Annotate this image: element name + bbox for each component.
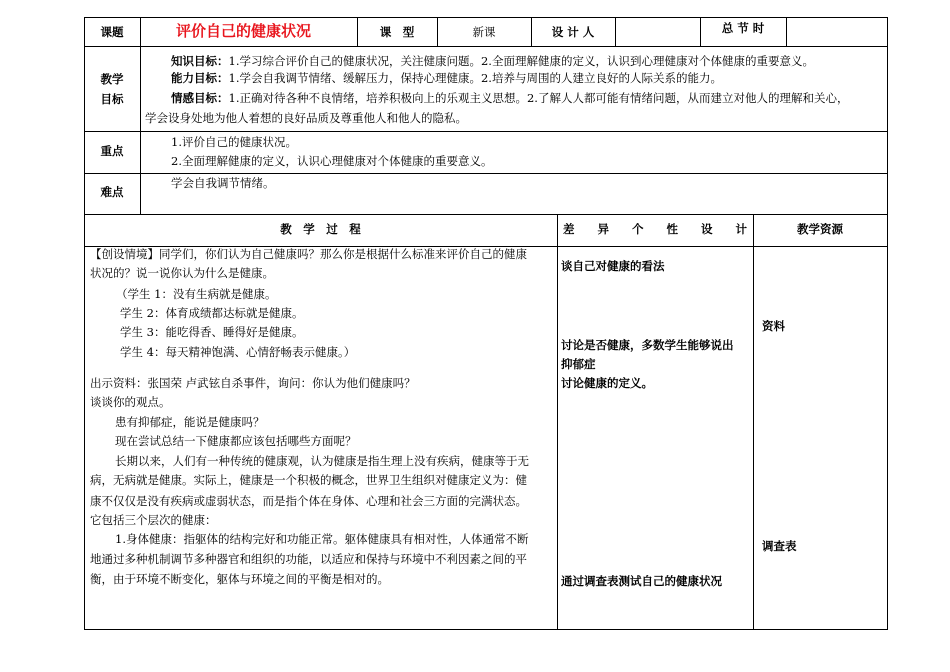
rule-header-7 <box>786 17 787 47</box>
rule-process-2 <box>753 214 754 630</box>
process-line: 谈谈你的观点。 <box>90 395 171 409</box>
period-label: 总 节 时 <box>721 21 765 35</box>
rule-header-5 <box>615 17 616 47</box>
process-line: 现在尝试总结一下健康都应该包括哪些方面呢？ <box>115 434 357 448</box>
process-line: 出示资料：张国荣 卢武铉自杀事件，询问：你认为他们健康吗？ <box>90 376 416 390</box>
process-line: 它包括三个层次的健康： <box>90 513 217 527</box>
process-line: 学生 2：体育成绩都达标就是健康。 <box>120 306 304 320</box>
rule-header-1 <box>140 17 141 214</box>
differentiation-item: 谈自己对健康的看法 <box>561 259 665 273</box>
emotion-objective <box>171 90 848 106</box>
knowledge-objective <box>171 53 814 69</box>
process-line: 康不仅仅是没有疾病或虚弱状态，而是指个体在身体、心理和社会三方面的完满状态。 <box>90 494 527 508</box>
rule-difficulties-bottom <box>84 214 888 215</box>
key-point-item: 1.评价自己的健康状况。 <box>171 135 297 149</box>
emotion-objective-text: 1.正确对待各种不良情绪，培养积极向上的乐观主义思想。2.了解人人都可能有情绪问题，从而建立对他人的理解和关心， <box>228 91 849 105</box>
rule-left <box>84 17 85 630</box>
rule-top <box>84 17 888 18</box>
resource-item: 调查表 <box>762 539 797 553</box>
differentiation-item: 讨论是否健康，多数学生能够说出 <box>561 338 734 352</box>
process-line: 病，无病就是健康。实际上，健康是一个积极的概念，世界卫生组织对健康定义为：健 <box>90 473 527 487</box>
process-line: 学生 4：每天精神饱满、心情舒畅表示健康。） <box>120 345 356 359</box>
resources-column-header: 教学资源 <box>797 222 843 236</box>
process-line: 学生 3：能吃得香、睡得好是健康。 <box>120 325 304 339</box>
differentiation-item: 抑郁症 <box>561 357 596 371</box>
differentiation-item: 讨论健康的定义。 <box>561 376 653 390</box>
rule-bottom <box>84 629 888 630</box>
process-line: 衡，由于环境不断变化，躯体与环境之间的平衡是相对的。 <box>90 572 389 586</box>
rule-right <box>887 17 888 630</box>
objectives-label-2: 目标 <box>100 92 124 106</box>
differentiation-column-header: 差 异 个 性 设 计 <box>563 222 747 236</box>
ability-objective <box>171 70 722 86</box>
objectives-label-1: 教学 <box>100 72 124 86</box>
process-line: 1.身体健康：指躯体的结构完好和功能正常。躯体健康具有相对性，人体通常不断 <box>115 532 529 546</box>
resource-item: 资料 <box>762 319 785 333</box>
topic-title: 评价自己的健康状况 <box>176 22 312 40</box>
topic-label: 课题 <box>100 25 124 39</box>
knowledge-objective-text: 1.学习综合评价自己的健康状况，关注健康问题。2.全面理解健康的定义，认识到心理健康对个体健康的重要意义。 <box>228 54 814 68</box>
rule-keypoints-bottom <box>84 173 888 174</box>
ability-objective-label: 能力目标： <box>171 71 229 85</box>
process-line: 患有抑郁症，能说是健康吗？ <box>115 415 265 429</box>
key-point-item: 2.全面理解健康的定义，认识心理健康对个体健康的重要意义。 <box>171 154 493 168</box>
type-value: 新课 <box>472 25 496 39</box>
designer-label: 设 计 人 <box>551 25 595 39</box>
key-points-label: 重点 <box>100 144 124 158</box>
ability-objective-text: 1.学会自我调节情绪、缓解压力，保持心理健康。2.培养与周围的人建立良好的人际关系的能力。 <box>228 71 722 85</box>
type-label: 课 型 <box>379 25 415 39</box>
emotion-objective-label: 情感目标： <box>171 91 229 105</box>
process-line: （学生 1：没有生病就是健康。 <box>116 287 277 301</box>
process-line: 地通过多种机制调节多种器官和组织的功能，以适应和保持与环境中不利因素之间的平 <box>90 552 527 566</box>
differentiation-item: 通过调查表测试自己的健康状况 <box>561 574 722 588</box>
rule-header-bottom <box>84 46 888 47</box>
knowledge-objective-label: 知识目标： <box>171 54 229 68</box>
process-line: 长期以来，人们有一种传统的健康观，认为健康是指生理上没有疾病，健康等于无 <box>115 454 529 468</box>
difficulties-label: 难点 <box>100 185 124 199</box>
process-line: 状况的？说一说你认为什么是健康。 <box>90 266 274 280</box>
emotion-objective-cont: 学会设身处地为他人着想的良好品质及尊重他人和他人的隐私。 <box>145 111 467 125</box>
difficulties-text: 学会自我调节情绪。 <box>171 176 275 190</box>
process-line: 【创设情境】同学们，你们认为自己健康吗？那么你是根据什么标准来评价自己的健康 <box>90 247 527 261</box>
process-column-header: 教 学 过 程 <box>280 222 361 236</box>
rule-process-1 <box>557 214 558 630</box>
rule-objectives-bottom <box>84 131 888 132</box>
